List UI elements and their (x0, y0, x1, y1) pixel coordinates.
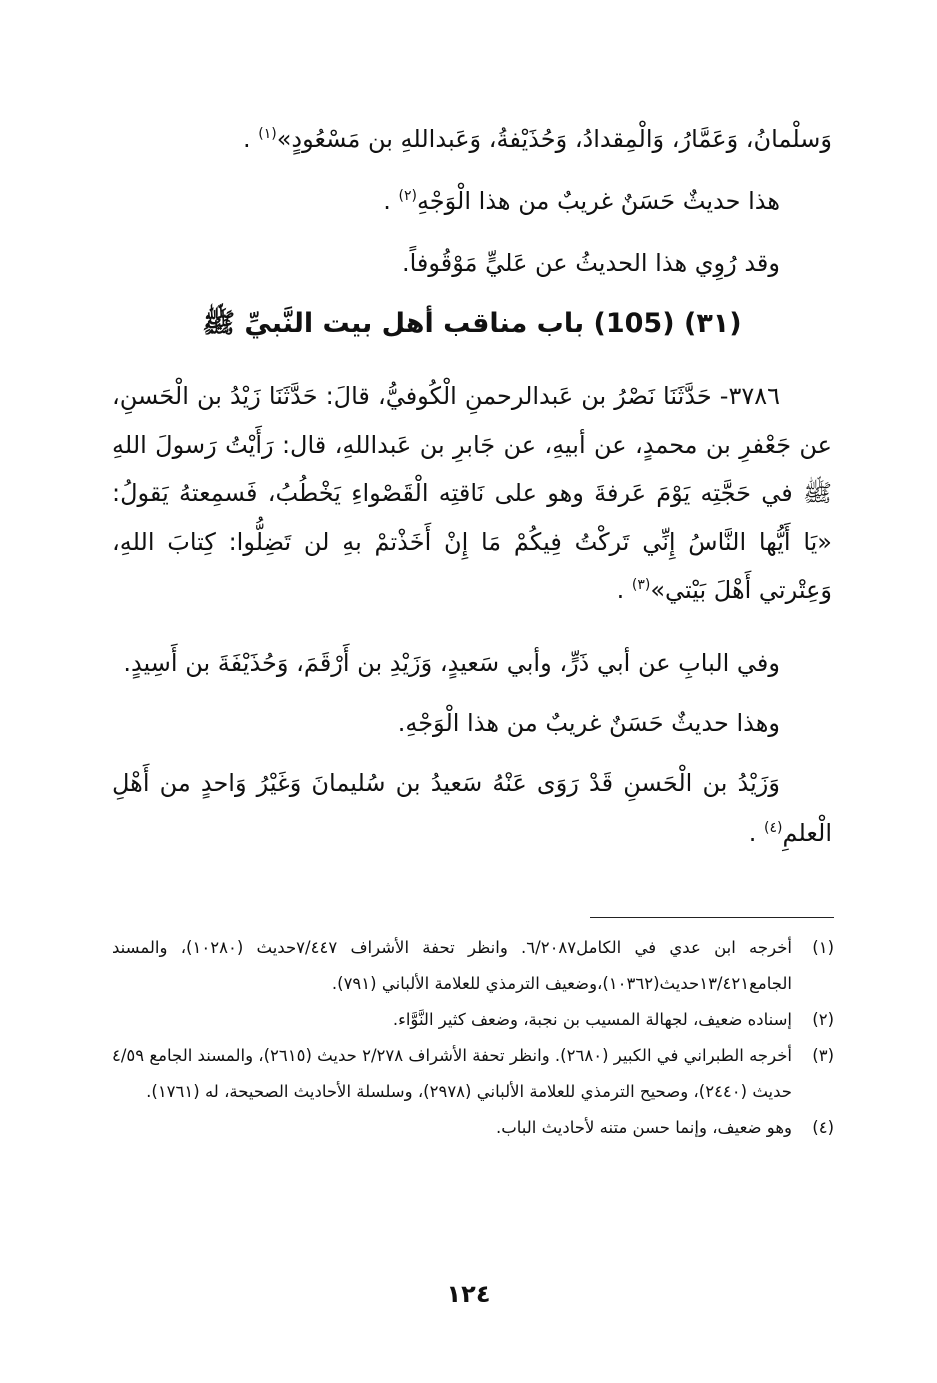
bottom-text-block (112, 638, 832, 858)
paragraph-text: وهذا حديثٌ حَسَنٌ غريبٌ من هذا الْوَجْهِ. (397, 709, 780, 737)
paragraph-chapter-refs (112, 638, 832, 688)
footnote-divider (590, 917, 834, 918)
paragraph-narrators (112, 114, 832, 164)
footnote-marker: (٤) (764, 820, 783, 836)
footnote-item (112, 930, 834, 1002)
paragraph-tail: . (243, 125, 259, 153)
paragraph-text: هذا حديثٌ حَسَنٌ غريبٌ من هذا الْوَجْهِ (416, 187, 780, 215)
footnote-text: أخرجه ابن عدي في الكامل٦/٢٠٨٧. وانظر تحفة الأشراف ٧/٤٤٧حديث (١٠٢٨٠)، والمسند الجامع١٣/٤٢١حديث(١٠٣٦٢)،وضعيف الترمذي للعلامة الألباني (٧٩١). (112, 938, 792, 993)
paragraph-text: وفي البابِ عن أبي ذَرٍّ، وأبي سَعيدٍ، وَزَيْدِ بن أَرْقَمَ، وَحُذَيْفَةَ بن أَسِيدٍ. (123, 649, 780, 677)
footnote-marker: (١) (258, 126, 277, 142)
hadith-tail: . (616, 576, 632, 604)
chapter-heading: (٣١) (105) باب مناقب أهل بيت النَّبيِّ ﷺ (202, 308, 742, 339)
footnote-item (112, 1110, 834, 1146)
footnote-text: وهو ضعيف، وإنما حسن متنه لأحاديث الباب. (495, 1118, 792, 1137)
footnote-marker: (٢) (398, 188, 417, 204)
hadith-text: ٣٧٨٦- حَدَّثَنَا نَصْرُ بن عَبدالرحمنِ الْكُوفيُّ، قالَ: حَدَّثَنَا زَيْدُ بن الْحَسنِ، عن جَعْفرِ بن محمدٍ، عن أبيهِ، عن جَابرِ بن عَبداللهِ، قال: رَأَيْتُ رَسولَ اللهِ ﷺ في حَجَّتِه يَوْمَ عَرفةَ وهو على نَاقتِه الْقَصْواءِ يَخْطُبُ، فَسمِعتهُ يَقولُ: «يَا أَيُّها النَّاسُ إِنِّي تَركْتُ فِيكُمْ مَا إِنْ أَخَذْتمْ بهِ لن تَضِلُّوا: كِتابَ اللهِ، وَعِتْرتي أَهْلَ بَيْتي» (112, 382, 832, 604)
hadith-block (112, 372, 832, 615)
footnote-text: أخرجه الطبراني في الكبير (٢٦٨٠). وانظر تحفة الأشراف ٢/٢٧٨ حديث (٢٦١٥)، والمسند الجامع ٤/٥٩ حديث (٢٤٤٠)، وصحيح الترمذي للعلامة الألباني (٢٩٧٨)، وسلسلة الأحاديث الصحيحة، له (١٧٦١). (112, 1046, 792, 1101)
footnotes (112, 930, 834, 1146)
footnote-marker: (٣) (631, 577, 651, 593)
footnote-item (112, 1002, 834, 1038)
paragraph-text: وَسلْمانُ، وَعَمَّارُ، وَالْمِقدادُ، وَحُذَيْفةُ، وَعَبداللهِ بن مَسْعُودٍ» (276, 125, 832, 153)
hadith-paragraph (112, 372, 832, 615)
paragraph-tail: . (383, 187, 399, 215)
page-number: ١٢٤ (446, 1280, 491, 1308)
paragraph-tail: . (748, 819, 765, 847)
paragraph-grading (112, 176, 832, 226)
paragraph-grading-2 (112, 698, 832, 748)
footnote-number: (٢) (812, 1010, 834, 1029)
paragraph-mawquf (112, 238, 832, 288)
paragraph-text: وقد رُوِي هذا الحديثُ عن عَليٍّ مَوْقُوفاً. (401, 249, 780, 277)
footnote-number: (٣) (812, 1046, 834, 1065)
paragraph-zayd (112, 758, 832, 858)
footnote-text: إسناده ضعيف، لجهالة المسيب بن نجبة، وضعف كثير النَّوَّاء. (392, 1010, 792, 1029)
paragraph-text: وَزَيْدُ بن الْحَسنِ قَدْ رَوَى عَنْهُ سَعيدُ بن سُليمانَ وَغَيْرُ وَاحدٍ من أَهْلِ الْعلمِ (112, 769, 832, 847)
top-text-block (112, 114, 832, 288)
footnote-number: (١) (812, 938, 834, 957)
footnote-number: (٤) (812, 1118, 834, 1137)
footnote-item (112, 1038, 834, 1110)
